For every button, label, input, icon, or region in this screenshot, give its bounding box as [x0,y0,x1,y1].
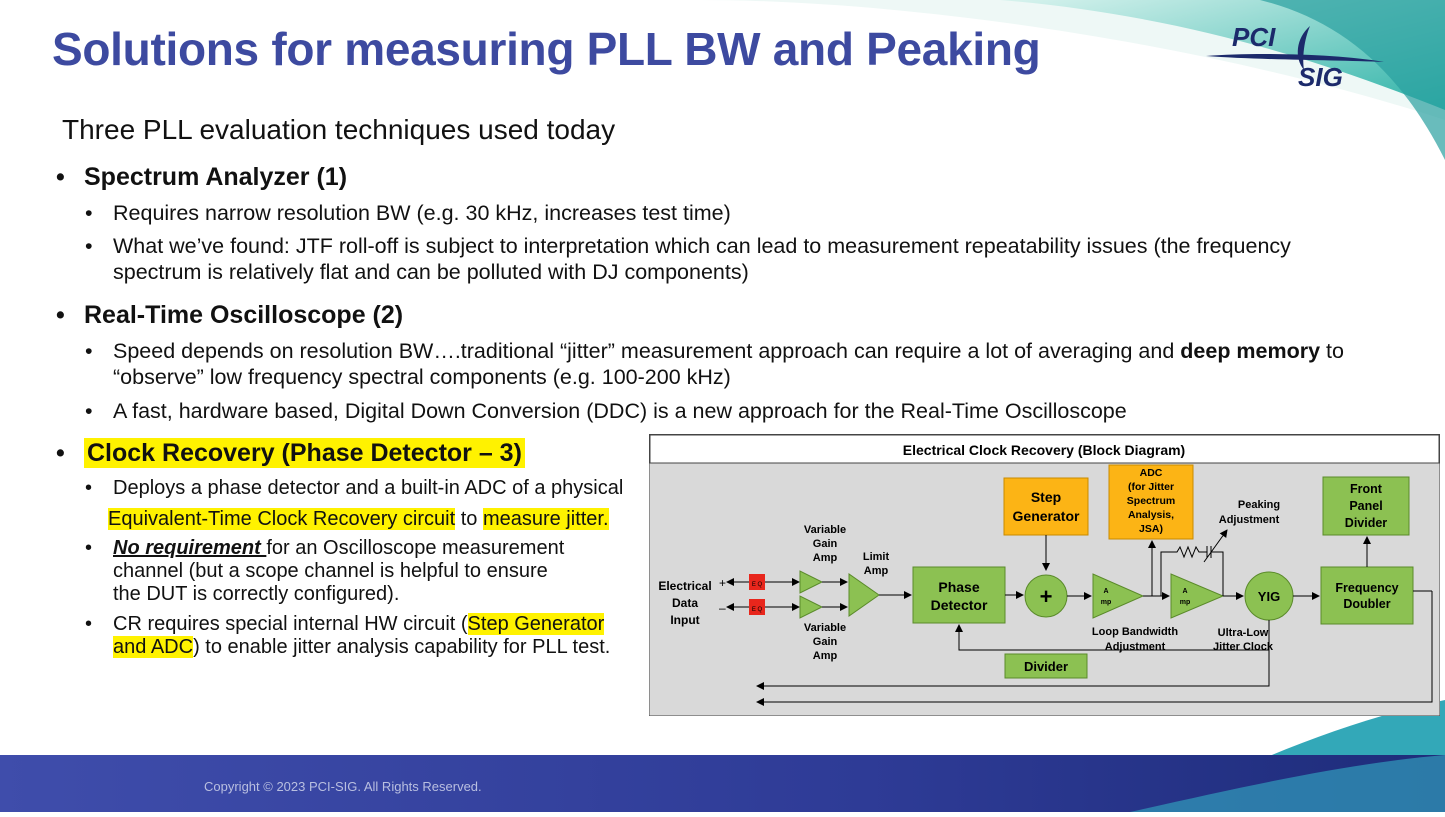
svg-text:Ultra-Low: Ultra-Low [1217,627,1269,639]
svg-text:Limit: Limit [862,551,890,563]
section-heading-clock-recovery: • Clock Recovery (Phase Detector – 3) [56,439,525,468]
divider-label: Divider [1023,659,1069,674]
svg-text:Peaking: Peaking [1237,499,1281,511]
logo-text-sig: SIG [1298,62,1343,92]
svg-text:Divider: Divider [1344,516,1388,530]
bullet-jtf-rolloff: • What we’ve found: JTF roll-off is subject to interpretation which can lead to measurement repeatability issues (the frequency spectrum is relatively flat and can be polluted with DJ components) [85,234,1291,284]
diagram-title: Electrical Clock Recovery (Block Diagram) [902,442,1186,458]
page-title: Solutions for measuring PLL BW and Peaking [52,23,1041,75]
svg-text:Electrical: Electrical [658,579,712,593]
svg-text:Variable: Variable [803,524,847,536]
phase-detector-block [913,567,1005,623]
svg-text:Variable: Variable [803,622,847,634]
yig-label: YIG [1257,589,1281,604]
eq-label-top: E Q [751,582,763,588]
svg-text:Amp: Amp [812,650,838,662]
svg-text:Amp: Amp [863,565,889,577]
bullet-hw-circuit: • CR requires special internal HW circuit (Step Generator and ADC) to enable jitter analysis capability for PLL test. [85,613,611,658]
logo-text-pci: PCI [1232,22,1276,52]
svg-text:Gain: Gain [812,636,838,648]
svg-text:Analysis,: Analysis, [1127,509,1175,521]
minus-input-sign: – [719,601,726,615]
frequency-doubler-block [1321,567,1413,624]
svg-text:(for Jitter: (for Jitter [1127,481,1175,493]
svg-text:Generator: Generator [1012,508,1080,524]
svg-text:Amp: Amp [812,552,838,564]
svg-text:mp: mp [1179,599,1191,606]
svg-text:Phase: Phase [938,579,980,595]
svg-text:A: A [1182,588,1188,595]
bullet-phase-detector-line2: Equivalent-Time Clock Recovery circuit to measure jitter. [108,508,609,530]
svg-text:Jitter Clock: Jitter Clock [1213,641,1273,653]
bullet-narrow-resolution: • Requires narrow resolution BW (e.g. 30 kHz, increases test time) [85,201,731,225]
section-heading-spectrum-analyzer: • Spectrum Analyzer (1) [56,163,348,191]
front-panel-divider-label [1345,482,1388,530]
eq-label-bottom: E Q [751,607,763,613]
plus-input-sign: + [719,576,727,590]
section-heading-real-time-oscilloscope: • Real-Time Oscilloscope (2) [56,301,404,329]
bullet-speed-resolution: • Speed depends on resolution BW….traditional “jitter” measurement approach can require a lot of averaging and deep memory to “observe” low frequency spectral components (e.g. 100-200 kHz) [85,339,1344,389]
svg-text:Adjustment: Adjustment [1218,514,1280,526]
svg-text:Doubler: Doubler [1343,597,1391,611]
svg-text:Loop Bandwidth: Loop Bandwidth [1091,626,1179,638]
copyright-text: Copyright © 2023 PCI-SIG. All Rights Reserved. [204,779,482,794]
svg-text:Data: Data [671,596,699,610]
svg-text:Front: Front [1350,482,1382,496]
svg-text:mp: mp [1100,599,1112,606]
svg-text:Step: Step [1030,489,1062,505]
bullet-no-requirement: • No requirement for an Oscilloscope measurement channel (but a scope channel is helpful to ensure the DUT is correctly configured). [85,537,565,605]
summing-plus: + [1039,584,1053,609]
clock-recovery-block-diagram [649,434,1440,716]
svg-text:Panel: Panel [1349,499,1383,513]
step-generator-block [1004,478,1088,535]
subtitle: Three PLL evaluation techniques used today [62,114,616,145]
svg-text:Spectrum: Spectrum [1126,495,1176,507]
svg-text:Frequency: Frequency [1335,581,1399,595]
svg-text:A: A [1103,588,1109,595]
svg-text:Adjustment: Adjustment [1104,641,1166,653]
pci-sig-logo [1198,18,1388,98]
svg-text:Input: Input [670,613,700,627]
svg-text:JSA): JSA) [1139,523,1163,535]
bullet-ddc: • A fast, hardware based, Digital Down Conversion (DDC) is a new approach for the Real-Time Oscilloscope [85,399,1127,423]
bullet-phase-detector: • Deploys a phase detector and a built-in ADC of a physical [85,477,624,499]
svg-text:Gain: Gain [812,538,838,550]
svg-text:Detector: Detector [930,597,988,613]
svg-text:ADC: ADC [1139,467,1163,479]
